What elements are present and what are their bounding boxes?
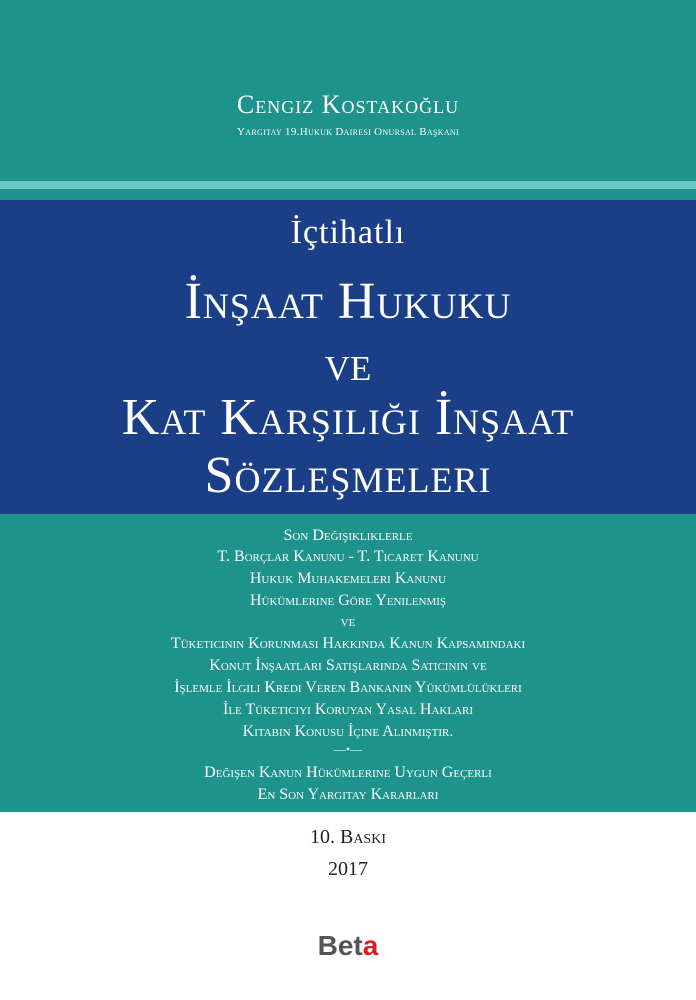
edition-label: 10. Baskı (309, 826, 386, 848)
description-separator: —•— (333, 742, 363, 756)
publisher-logo-accent: a (362, 930, 379, 961)
description-line: T. Borçlar Kanunu - T. Ticaret Kanunu (217, 548, 479, 565)
title-line-2: ve (324, 335, 372, 391)
description-line: İle Tüketiciyi Koruyan Yasal Hakları (222, 701, 474, 718)
title-line-4: Sözleşmeleri (204, 447, 492, 504)
description-line: Tüketicinin Korunması Hakkında Kanun Kapsamındaki (170, 635, 526, 652)
description-line: En Son Yargıtay Kararları (257, 786, 439, 803)
description-line: Son Değişikliklerle (283, 527, 413, 544)
description-line: İşlemle İlgili Kredi Veren Bankanın Yükümlülükleri (174, 679, 522, 696)
publisher-logo-main: Bet (317, 930, 363, 961)
description-line: Hukuk Muhakemeleri Kanunu (249, 570, 447, 587)
description-line: Kitabın Konusu İçine Alınmıştır. (242, 723, 454, 740)
title-line-1: İnşaat Hukuku (184, 273, 512, 330)
description-line: Değişen Kanun Hükümlerine Uygun Geçerli (204, 764, 492, 781)
description-line: Hükümlerine Göre Yenilenmiş (249, 592, 447, 609)
description-line: Konut İnşaatları Satışlarında Satıcının ve (209, 657, 487, 674)
title-prefix: İçtihatlı (290, 214, 406, 251)
publisher-logo (0, 930, 696, 962)
description-connector: ve (340, 613, 356, 630)
decorative-stripe-teal (0, 189, 696, 200)
decorative-stripe (0, 181, 696, 189)
title-line-3: Kat Karşılığı İnşaat (121, 389, 575, 446)
author-title: Yargıtay 19.Hukuk Dairesi Onursal Başkanı (237, 126, 459, 138)
author-name: Cengiz Kostakoğlu (236, 90, 460, 119)
publication-year: 2017 (328, 858, 368, 880)
